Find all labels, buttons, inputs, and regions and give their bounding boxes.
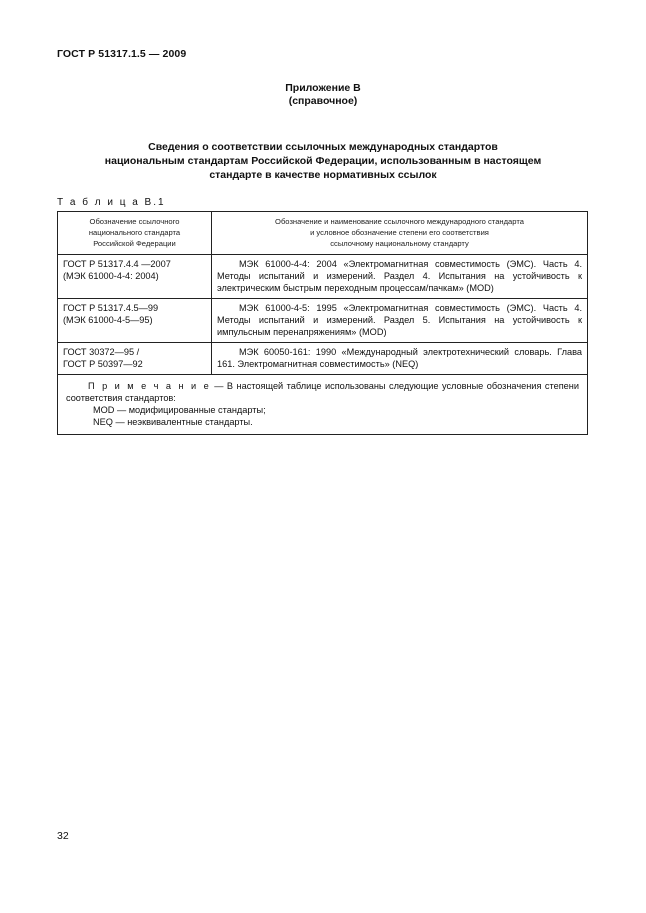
national-standard: ГОСТ Р 51317.4.5—99 [63,303,159,313]
header-text: Обозначение ссылочного [89,217,180,226]
header-text: Обозначение и наименование ссылочного международного стандарта [275,217,524,226]
table-header-row [58,212,588,255]
note-text [66,380,579,404]
national-standard: ГОСТ Р 50397—92 [63,359,143,369]
header-text: национального стандарта [88,228,181,237]
table-note-row [58,375,588,435]
note-body: — В настоящей таблице использованы следующие условные обозначения степени соответствия стандартов: [66,381,579,403]
national-standard-cell [58,299,212,343]
section-title-line: национальным стандартам Российской Федерации, использованным в настоящем [104,155,542,167]
table-row [58,343,588,375]
note-item: MOD — модифицированные стандарты; [93,405,266,415]
page-number: 32 [57,830,69,842]
document-header: ГОСТ Р 51317.1.5 — 2009 [57,48,187,60]
table-note [58,375,588,435]
annex-title: Приложение В [285,82,361,94]
header-text: ссылочному национальному стандарту [330,239,469,248]
national-standard-cell [58,255,212,299]
table-label: Т а б л и ц а В.1 [57,197,166,208]
international-standard-cell: МЭК 61000-4-4: 2004 «Электромагнитная совместимость (ЭМС). Часть 4. Методы испытаний и измерений. Раздел 4. Испытания на устойчивость к электрическим быстрым переходным процессам/пачкам» (MOD) [212,255,588,299]
section-title-line: стандарте в качестве нормативных ссылок [209,169,437,181]
header-text: Российской Федерации [93,239,176,248]
national-standard: (МЭК 61000-4-4: 2004) [63,271,159,281]
note-item: NEQ — неэквивалентные стандарты. [93,417,253,427]
note-label: П р и м е ч а н и е [88,381,211,391]
national-standard: ГОСТ Р 51317.4.4 —2007 [63,259,171,269]
annex-heading [0,82,646,108]
section-title-line: Сведения о соответствии ссылочных международных стандартов [148,141,498,153]
standards-table [57,211,588,435]
header-cell-international [212,212,588,255]
header-text: и условное обозначение степени его соответствия [310,228,489,237]
table-row [58,299,588,343]
international-standard-cell: МЭК 60050-161: 1990 «Международный электротехнический словарь. Глава 161. Электромагнитная совместимость» (NEQ) [212,343,588,375]
header-cell-national [58,212,212,255]
national-standard: ГОСТ 30372—95 / [63,347,140,357]
international-standard-cell: МЭК 61000-4-5: 1995 «Электромагнитная совместимость (ЭМС). Часть 4. Методы испытаний и измерений. Раздел 5. Испытания на устойчивость к импульсным перенапряжениям» (MOD) [212,299,588,343]
annex-subtitle: (справочное) [288,95,358,107]
national-standard: (МЭК 61000-4-5—95) [63,315,153,325]
table-row [58,255,588,299]
national-standard-cell [58,343,212,375]
section-title [60,140,586,182]
